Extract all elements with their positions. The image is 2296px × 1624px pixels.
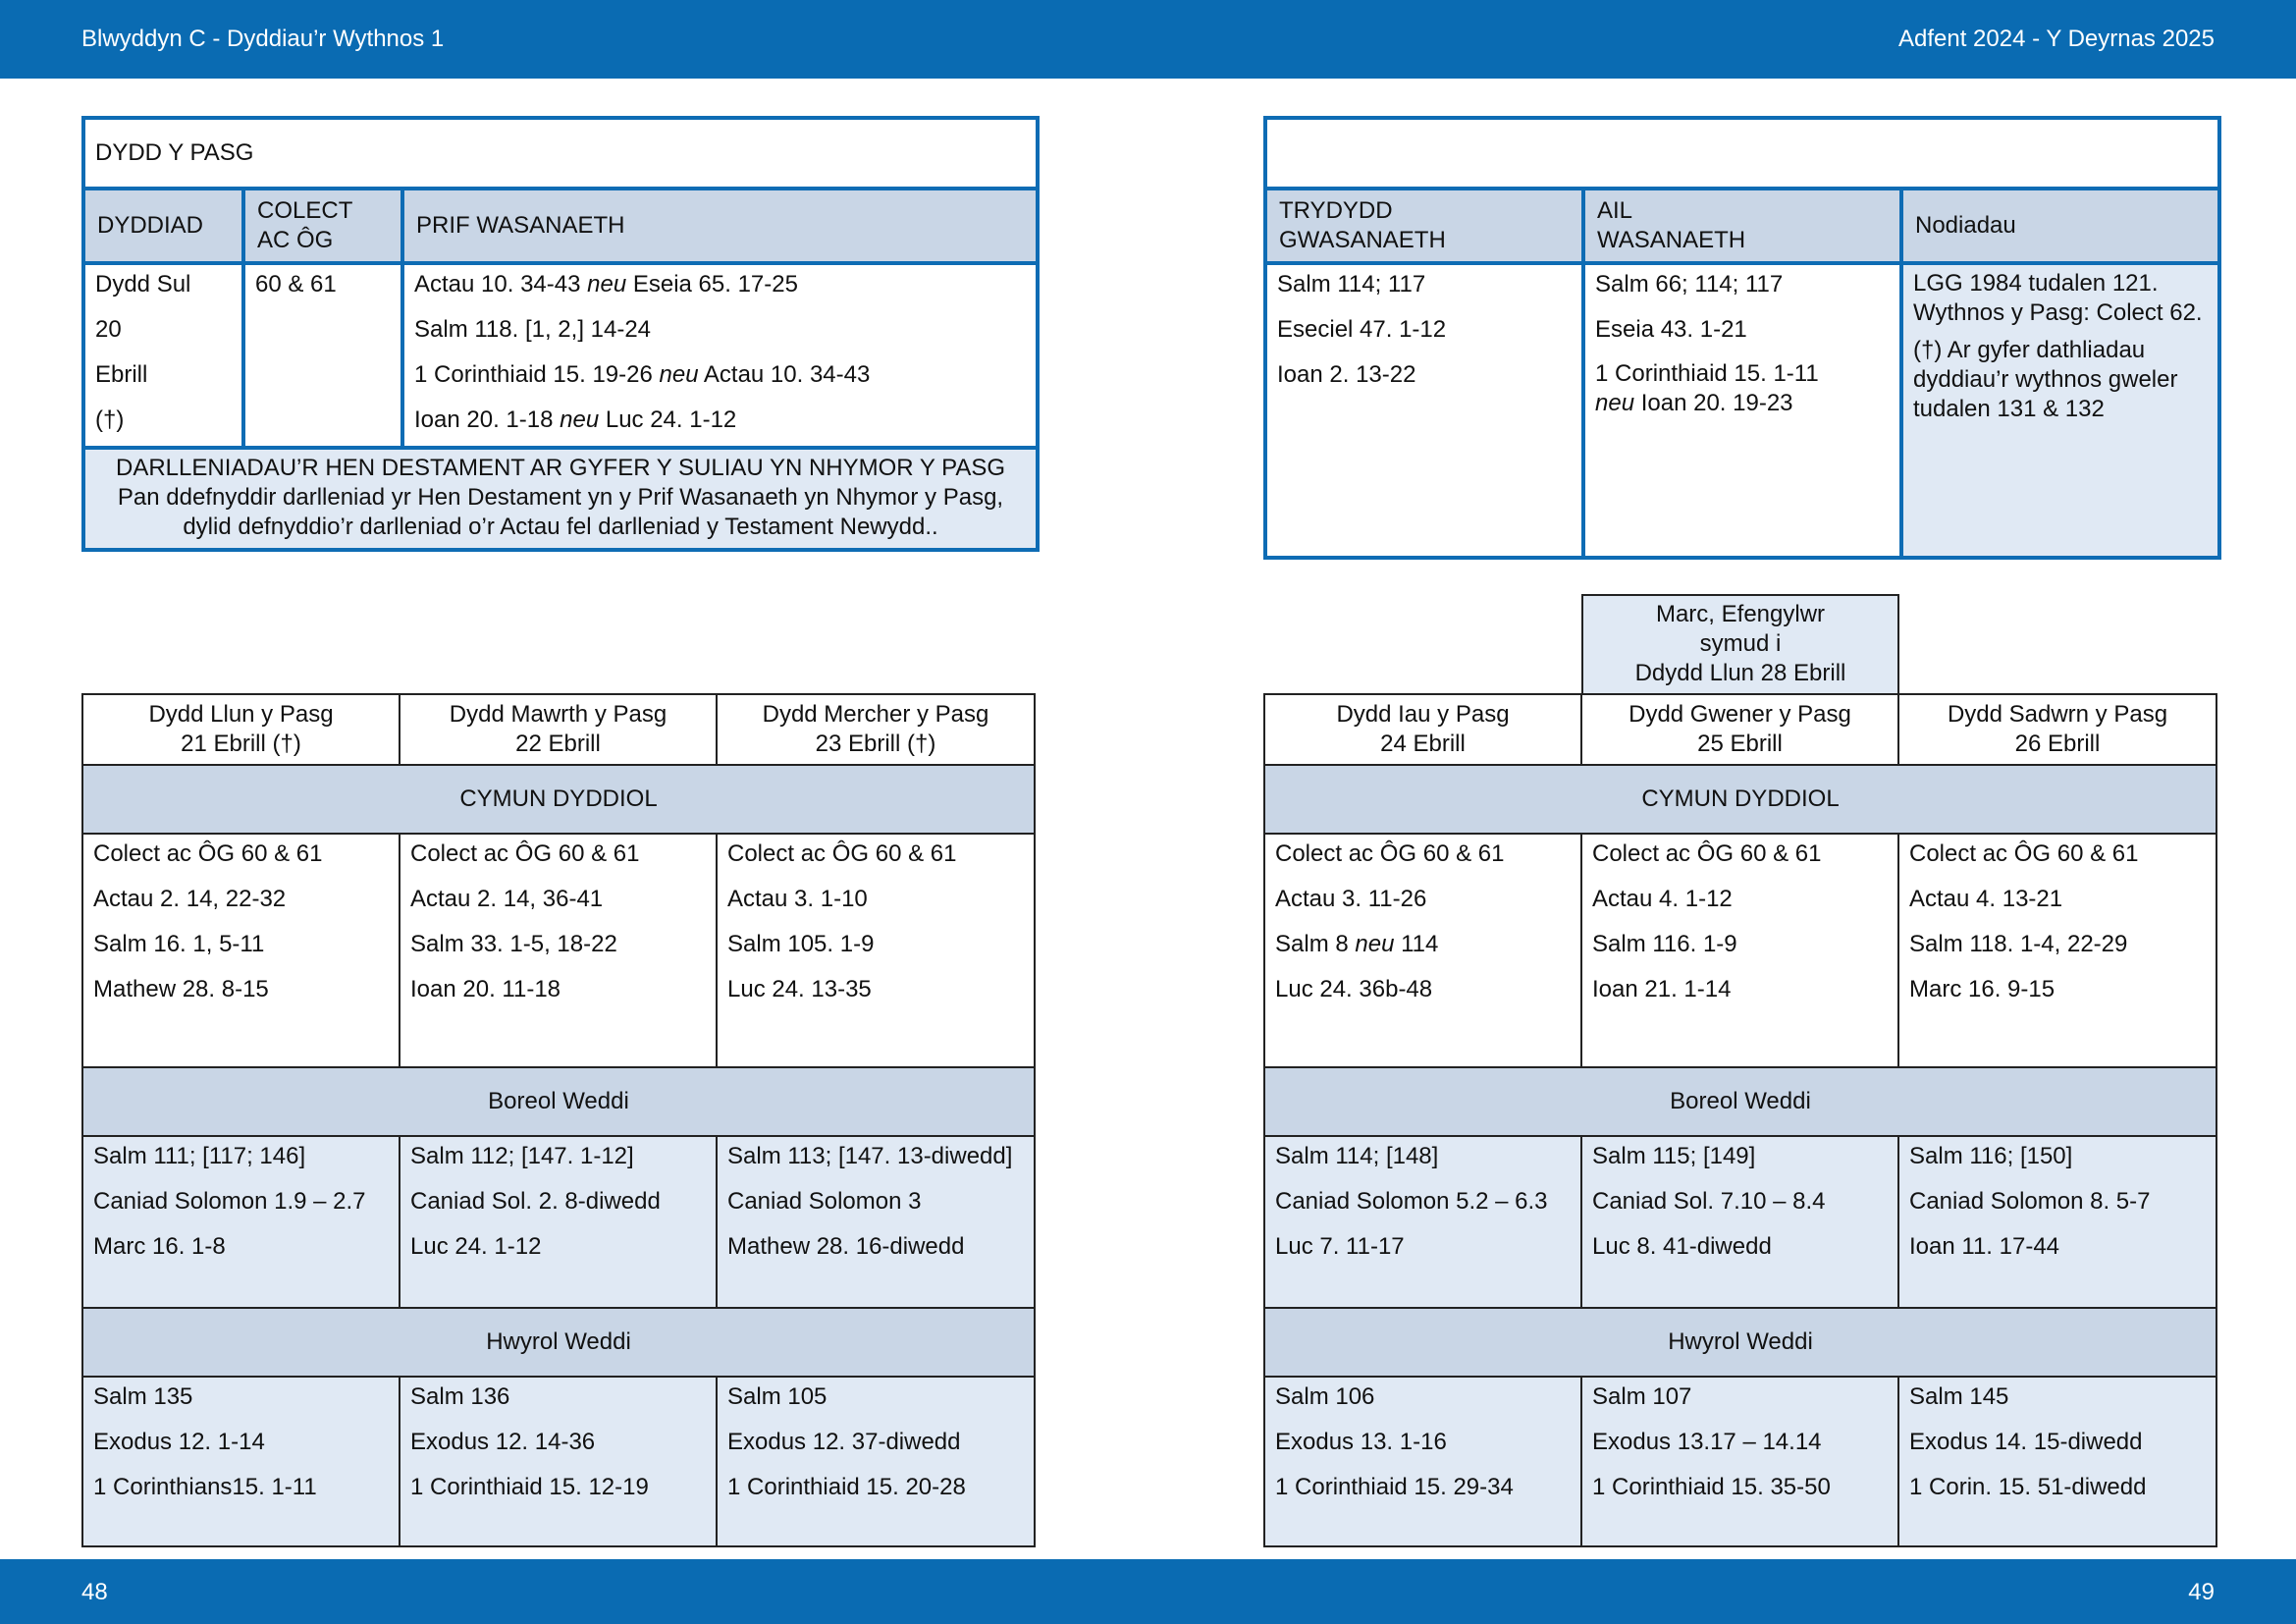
- col-third-line2: GWASANAETH: [1279, 227, 1446, 253]
- reading-line: 1 Corinthians15. 1-11: [93, 1474, 317, 1500]
- col-second-service-header: [1583, 189, 1901, 263]
- reading-line: 1 Corinthiaid 15. 35-50: [1592, 1474, 1831, 1500]
- note-paragraph: (†) Ar gyfer dathliadau dyddiau’r wythnos gweler tudalen 131 & 132: [1913, 337, 2178, 422]
- section-morning-prayer: Boreol Weddi: [1264, 1067, 2216, 1136]
- evening-cell: [400, 1377, 717, 1546]
- mark-note-line: Ddydd Llun 28 Ebrill: [1634, 660, 1846, 686]
- reading-line: Salm 106: [1275, 1383, 1375, 1410]
- reading-line: Salm 105: [727, 1383, 828, 1410]
- reading-line: Exodus 13.17 – 14.14: [1592, 1429, 1822, 1455]
- reading-line: Actau 2. 14, 36-41: [410, 886, 604, 912]
- day-date: 22 Ebrill: [515, 731, 601, 757]
- section-evening-prayer: Hwyrol Weddi: [82, 1308, 1035, 1377]
- reading-line: Luc 7. 11-17: [1275, 1233, 1405, 1260]
- reading-line: Marc 16. 1-8: [93, 1233, 226, 1260]
- reading-line: Salm 66; 114; 117: [1595, 271, 1784, 298]
- reading-line: Exodus 12. 1-14: [93, 1429, 265, 1455]
- header-left-title: Blwyddyn C - Dyddiau’r Wythnos 1: [81, 26, 445, 52]
- reading-or: neu: [1355, 931, 1395, 957]
- second-service-cell: [1583, 263, 1901, 558]
- day-name: Dydd Sadwrn y Pasg: [1947, 701, 2168, 728]
- reading-line: [404, 265, 1036, 310]
- note-paragraph: LGG 1984 tudalen 121. Wythnos y Pasg: Colect 62.: [1913, 270, 2203, 326]
- day-header: [717, 694, 1035, 765]
- day-name: Dydd Llun y Pasg: [148, 701, 334, 728]
- easter-day-table: [81, 116, 1040, 552]
- reading-line: Mathew 28. 8-15: [93, 976, 269, 1002]
- reading-line: Salm 135: [93, 1383, 193, 1410]
- reading-text: Actau 10. 34-43: [698, 361, 871, 388]
- reading-line: Ioan 20. 11-18: [410, 976, 561, 1002]
- reading-line: [1265, 925, 1580, 970]
- reading-line: 1 Corinthiaid 15. 20-28: [727, 1474, 966, 1500]
- reading-line: Salm 118. [1, 2,] 14-24: [414, 316, 652, 343]
- evening-cell: [1264, 1377, 1581, 1546]
- mark-note-line: Marc, Efengylwr: [1655, 601, 1826, 627]
- day-date: 21 Ebrill (†): [181, 731, 301, 757]
- reading-text: Luc 24. 1-12: [599, 406, 737, 433]
- reading-line: Salm 107: [1592, 1383, 1692, 1410]
- reading-line: Eseciel 47. 1-12: [1277, 316, 1447, 343]
- reading-line: Salm 118. 1-4, 22-29: [1909, 931, 2128, 957]
- communion-cell: [1898, 834, 2216, 1067]
- reading-line: Salm 16. 1, 5-11: [93, 931, 265, 957]
- third-service-cell: [1265, 263, 1583, 558]
- section-evening-prayer: Hwyrol Weddi: [1264, 1308, 2216, 1377]
- reading-text: Eseia 65. 17-25: [626, 271, 798, 298]
- morning-cell: [1581, 1136, 1898, 1308]
- col-third-line1: TRYDYDD: [1279, 197, 1393, 224]
- reading-line: Caniad Solomon 3: [727, 1188, 922, 1215]
- col-main-service-header: PRIF WASANAETH: [402, 189, 1038, 263]
- easter-main-service-cell: [402, 263, 1038, 448]
- day-header: [400, 694, 717, 765]
- easter-title: DYDD Y PASG: [83, 118, 1038, 189]
- reading-line: Exodus 14. 15-diwedd: [1909, 1429, 2143, 1455]
- old-testament-note: [83, 448, 1038, 550]
- day-header: [1581, 694, 1898, 765]
- reading-text: 114: [1394, 931, 1439, 957]
- col-collect-header-line2: AC ÔG: [257, 227, 334, 253]
- day-name: Dydd Gwener y Pasg: [1629, 701, 1851, 728]
- reading-or: neu: [1595, 390, 1635, 416]
- col-second-line1: AIL: [1597, 197, 1633, 224]
- reading-line: Salm 33. 1-5, 18-22: [410, 931, 617, 957]
- col-notes-header: Nodiadau: [1901, 189, 2219, 263]
- reading-line: Luc 24. 13-35: [727, 976, 872, 1002]
- reading-line: 1 Corinthiaid 15. 29-34: [1275, 1474, 1514, 1500]
- evening-cell: [1581, 1377, 1898, 1546]
- page-header: [0, 0, 2296, 79]
- reading-line: Exodus 12. 37-diwedd: [727, 1429, 961, 1455]
- reading-line: Caniad Solomon 5.2 – 6.3: [1275, 1188, 1548, 1215]
- date-line: Ebrill: [95, 361, 148, 388]
- page-footer: [0, 1559, 2296, 1624]
- weekday-table-right: [1263, 693, 2217, 1547]
- reading-line: [404, 401, 1036, 446]
- reading-text: 1 Corinthiaid 15. 19-26: [414, 361, 660, 388]
- notes-cell: [1901, 263, 2219, 558]
- reading-or: neu: [587, 271, 627, 298]
- evening-cell: [82, 1377, 400, 1546]
- reading-line: Exodus 13. 1-16: [1275, 1429, 1447, 1455]
- reading-line: Colect ac ÔG 60 & 61: [93, 840, 323, 867]
- reading-line: 1 Corin. 15. 51-diwedd: [1909, 1474, 2147, 1500]
- reading-line: Salm 113; [147. 13-diwedd]: [727, 1143, 1013, 1169]
- reading-line: Ioan 11. 17-44: [1909, 1233, 2060, 1260]
- reading-line: Salm 136: [410, 1383, 510, 1410]
- col-date-header: DYDDIAD: [83, 189, 243, 263]
- mark-note-line: symud i: [1699, 630, 1782, 657]
- note-title: DARLLENIADAU’R HEN DESTAMENT AR GYFER Y SULIAU YN NHYMOR Y PASG: [115, 455, 1005, 481]
- reading-line: Ioan 21. 1-14: [1592, 976, 1732, 1002]
- reading-line: Salm 114; 117: [1277, 271, 1426, 298]
- reading-line: Mathew 28. 16-diwedd: [727, 1233, 965, 1260]
- mark-evangelist-note: [1581, 594, 1899, 693]
- evening-cell: [717, 1377, 1035, 1546]
- reading-line: Actau 3. 11-26: [1275, 886, 1427, 912]
- reading-line: Exodus 12. 14-36: [410, 1429, 596, 1455]
- communion-cell: [1264, 834, 1581, 1067]
- note-line: Pan ddefnyddir darlleniad yr Hen Destament yn y Prif Wasanaeth yn Nhymor y Pasg,: [117, 484, 1004, 511]
- col-collect-header: [243, 189, 402, 263]
- reading-line: Colect ac ÔG 60 & 61: [1275, 840, 1505, 867]
- morning-cell: [82, 1136, 400, 1308]
- day-date: 24 Ebrill: [1380, 731, 1466, 757]
- day-header: [1264, 694, 1581, 765]
- reading-line: Caniad Solomon 8. 5-7: [1909, 1188, 2151, 1215]
- communion-cell: [717, 834, 1035, 1067]
- day-name: Dydd Iau y Pasg: [1336, 701, 1510, 728]
- evening-cell: [1898, 1377, 2216, 1546]
- reading-line: Eseia 43. 1-21: [1595, 316, 1747, 343]
- communion-cell: [1581, 834, 1898, 1067]
- reading-line: Actau 3. 1-10: [727, 886, 868, 912]
- reading-text: Ioan 20. 1-18: [414, 406, 561, 433]
- section-communion: CYMUN DYDDIOL: [1264, 765, 2216, 834]
- date-line: 20: [95, 316, 122, 343]
- col-second-line2: WASANAETH: [1597, 227, 1746, 253]
- reading-line: Salm 114; [148]: [1275, 1143, 1439, 1169]
- reading-line: Salm 116. 1-9: [1592, 931, 1737, 957]
- day-name: Dydd Mawrth y Pasg: [449, 701, 667, 728]
- reading-line: Marc 16. 9-15: [1909, 976, 2056, 1002]
- page-number-right: 49: [2188, 1579, 2215, 1605]
- reading-or: neu: [560, 406, 600, 433]
- day-date: 26 Ebrill: [2014, 731, 2101, 757]
- day-header: [1898, 694, 2216, 765]
- morning-cell: [1264, 1136, 1581, 1308]
- reading-line: Luc 24. 1-12: [410, 1233, 542, 1260]
- col-collect-header-line1: COLECT: [257, 197, 353, 224]
- reading-line: Actau 4. 1-12: [1592, 886, 1733, 912]
- reading-line: Actau 2. 14, 22-32: [93, 886, 287, 912]
- reading-line: Salm 105. 1-9: [727, 931, 875, 957]
- header-right-title: Adfent 2024 - Y Deyrnas 2025: [1897, 26, 2215, 52]
- reading-line: 1 Corinthiaid 15. 12-19: [410, 1474, 649, 1500]
- reading-line: [404, 355, 1036, 401]
- day-name: Dydd Mercher y Pasg: [762, 701, 989, 728]
- reading-or: neu: [659, 361, 699, 388]
- reading-line: Actau 4. 13-21: [1909, 886, 2063, 912]
- day-date: 23 Ebrill (†): [815, 731, 936, 757]
- reading-line: Colect ac ÔG 60 & 61: [1909, 840, 2139, 867]
- reading-line: Luc 24. 36b-48: [1275, 976, 1433, 1002]
- reading-line: Colect ac ÔG 60 & 61: [727, 840, 957, 867]
- date-line: (†): [95, 406, 125, 433]
- reading-line: Salm 112; [147. 1-12]: [410, 1143, 634, 1169]
- reading-line: Ioan 2. 13-22: [1277, 361, 1416, 388]
- reading-line: Colect ac ÔG 60 & 61: [1592, 840, 1822, 867]
- day-header: [82, 694, 400, 765]
- communion-cell: [82, 834, 400, 1067]
- date-line: Dydd Sul: [95, 271, 191, 298]
- day-date: 25 Ebrill: [1697, 731, 1783, 757]
- other-services-table: [1263, 116, 2221, 560]
- reading-text: Actau 10. 34-43: [414, 271, 588, 298]
- morning-cell: [717, 1136, 1035, 1308]
- reading-text: 1 Corinthiaid 15. 1-11: [1595, 360, 1819, 387]
- reading-line: Colect ac ÔG 60 & 61: [410, 840, 640, 867]
- morning-cell: [1898, 1136, 2216, 1308]
- blank-title-cell: [1265, 118, 2219, 189]
- morning-cell: [400, 1136, 717, 1308]
- reading-line: Salm 145: [1909, 1383, 2009, 1410]
- reading-line: Luc 8. 41-diwedd: [1592, 1233, 1772, 1260]
- reading-line: Caniad Sol. 7.10 – 8.4: [1592, 1188, 1826, 1215]
- page-number-left: 48: [81, 1579, 108, 1605]
- section-morning-prayer: Boreol Weddi: [82, 1067, 1035, 1136]
- reading-line: [1585, 355, 1899, 428]
- reading-line: Salm 115; [149]: [1592, 1143, 1756, 1169]
- reading-line: Caniad Sol. 2. 8-diwedd: [410, 1188, 661, 1215]
- communion-cell: [400, 834, 717, 1067]
- section-communion: CYMUN DYDDIOL: [82, 765, 1035, 834]
- weekday-table-left: [81, 693, 1036, 1547]
- collect-value: 60 & 61: [255, 271, 337, 298]
- reading-text: Ioan 20. 19-23: [1634, 390, 1793, 416]
- reading-text: Salm 8: [1275, 931, 1356, 957]
- reading-line: Salm 111; [117; 146]: [93, 1143, 306, 1169]
- easter-date-cell: [83, 263, 243, 448]
- note-line: dylid defnyddio’r darlleniad o’r Actau fel darlleniad y Testament Newydd..: [183, 514, 938, 540]
- reading-line: Salm 116; [150]: [1909, 1143, 2073, 1169]
- col-third-service-header: [1265, 189, 1583, 263]
- reading-line: Caniad Solomon 1.9 – 2.7: [93, 1188, 366, 1215]
- easter-collect-cell: [243, 263, 402, 448]
